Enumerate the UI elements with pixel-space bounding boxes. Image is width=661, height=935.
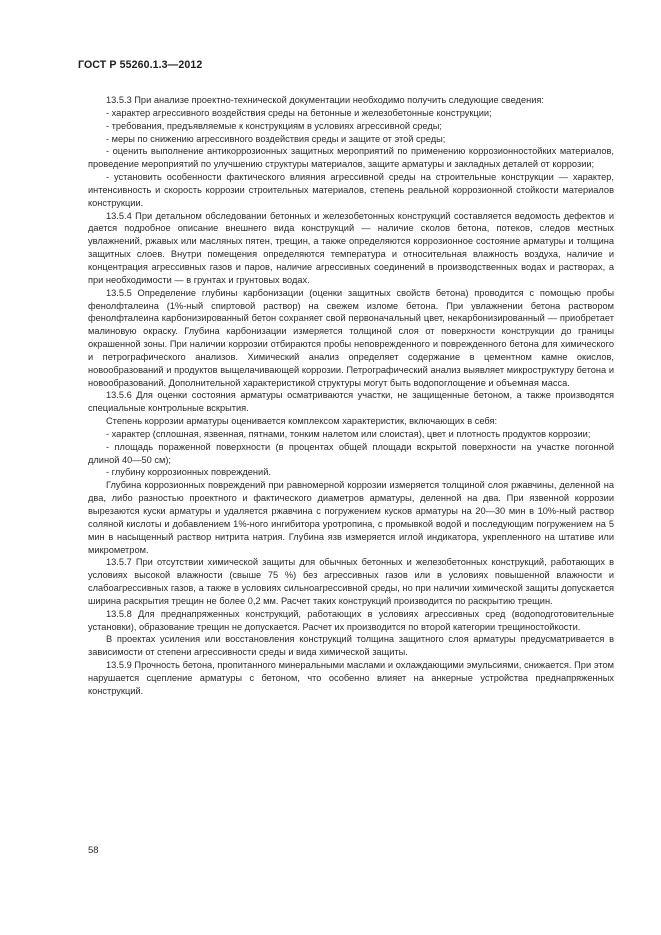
paragraph: 13.5.3 При анализе проектно-технической документации необходимо получить следующие сведения: — [106, 95, 544, 105]
document-body — [88, 94, 614, 698]
list-item: - глубину коррозионных повреждений. — [106, 467, 271, 478]
paragraph: 13.5.9 Прочность бетона, пропитанного минеральными маслами и охлаждающими эмульсиями, снижается. При этом нарушается сцепление арматуры с бетоном, что особенно влияет на анкерные устройства преднапряженных конструкций. — [88, 660, 614, 696]
list-item: - меры по снижению агрессивного воздействия среды и защите от этой среды; — [106, 133, 446, 144]
list-item: - характер (сплошная, язвенная, пятнами, тонким налетом или слоистая), цвет и плотность продуктов коррозии; — [106, 428, 591, 439]
list-item: - требования, предъявляемые к конструкциям в условиях агрессивной среды; — [106, 120, 442, 131]
list-item: - установить особенности фактического влияния агрессивной среды на строительные конструкции — характер, интенсивность и скорость коррозии строительных материалов, степень реальной коррозионной стойкости материалов конструкции. — [88, 172, 614, 208]
paragraph: 13.5.7 При отсутствии химической защиты для обычных бетонных и железобетонных конструкций, работающих в условиях высокой влажности (свыше 75 %) без агрессивных газов или в условиях повышенной влажности и слабоагрессивных газов, а также в условиях сильноагрессивной среды, но при наличии химической защиты допускается ширина раскрытия трещин не более 0,2 мм. Расчет таких конструкций производится по раскрытию трещин. — [88, 557, 614, 606]
paragraph: Степень коррозии арматуры оценивается комплексом характеристик, включающих в себя: — [106, 416, 498, 427]
paragraph: В проектах усиления или восстановления конструкций толщина защитного слоя арматуры предусматривается в зависимости от степени агрессивности среды и вида химической защиты. — [88, 634, 614, 658]
paragraph: 13.5.6 Для оценки состояния арматуры осматриваются участки, не защищенные бетоном, а также производятся специальные контрольные вскрытия. — [88, 390, 614, 414]
paragraph: Глубина коррозионных повреждений при равномерной коррозии измеряется толщиной слоя ржавчины, деленной на два, либо разностью проектного и фактического диаметров арматуры, деленной на два. При язвенной коррозии вырезаются куски арматуры и удаляется ржавчина с погружением кусков арматуры на 20—30 мин в 10%-ный раствор соляной кислоты и добавлением 1%-ного ингибитора уротропина, с промывкой водой и последующим погружением на 5 мин в насыщенный раствор нитрита натрия. Глубина язв измеряется иглой индикатора, укрепленного на штативе или микрометром. — [88, 480, 614, 555]
list-item: - площадь пораженной поверхности (в процентах общей площади вскрытой поверхности на участке погонной длиной 40—50 см); — [88, 441, 614, 465]
list-item: - оценить выполнение антикоррозионных защитных мероприятий по применению коррозионностойких материалов, проведение мероприятий по улучшению структуры материалов, защите арматуры и закладных деталей от коррозии; — [88, 146, 614, 170]
list-item: - характер агрессивного воздействия среды на бетонные и железобетонные конструкции; — [106, 107, 492, 118]
document-header: ГОСТ Р 55260.1.3—2012 — [78, 59, 203, 71]
page-number: 58 — [88, 845, 99, 856]
paragraph: 13.5.5 Определение глубины карбонизации (оценки защитных свойств бетона) проводится с помощью пробы фенолфталеина (1%-ный спиртовой раствор) на свежем изломе бетона. При увлажнении бетона раствором фенолфталеина карбонизированный бетон сохраняет свой первоначальный цвет, некарбонизированный — приобретает малиновую окраску. Глубина карбонизации измеряется толщиной слоя от поверхности конструкции до границы окрашенной зоны. При наличии коррозии отбираются пробы неповрежденного и поврежденного бетона для химического и петрографического анализов. Химический анализ определяет содержание в цементном камне окислов, новообразований и продуктов выщелачивающей коррозии. Петрографический анализ выявляет микроструктуру бетона и новообразований. Дополнительной характеристикой структуры могут быть водопоглощение и объемная масса. — [88, 287, 614, 388]
paragraph: 13.5.4 При детальном обследовании бетонных и железобетонных конструкций составляется ведомость дефектов и дается подробное описание внешнего вида конструкций — наличие сколов бетона, потеков, следов местных увлажнений, ржавых или масляных пятен, трещин, а также определяются коррозионное состояние арматуры и толщина защитных слоев. Внутри помещения определяются температура и относительная влажность воздуха, наличие и концентрация агрессивных газов и паров, наличие агрессивных соединений в производственных водах и растворах, а при необходимости — в грунтах и грунтовых водах. — [88, 210, 614, 285]
paragraph: 13.5.8 Для преднапряженных конструкций, работающих в условиях агрессивных сред (водоподготовительные установки), образование трещин не допускается. Расчет их производится по второй категории трещиностойкости. — [88, 608, 614, 632]
